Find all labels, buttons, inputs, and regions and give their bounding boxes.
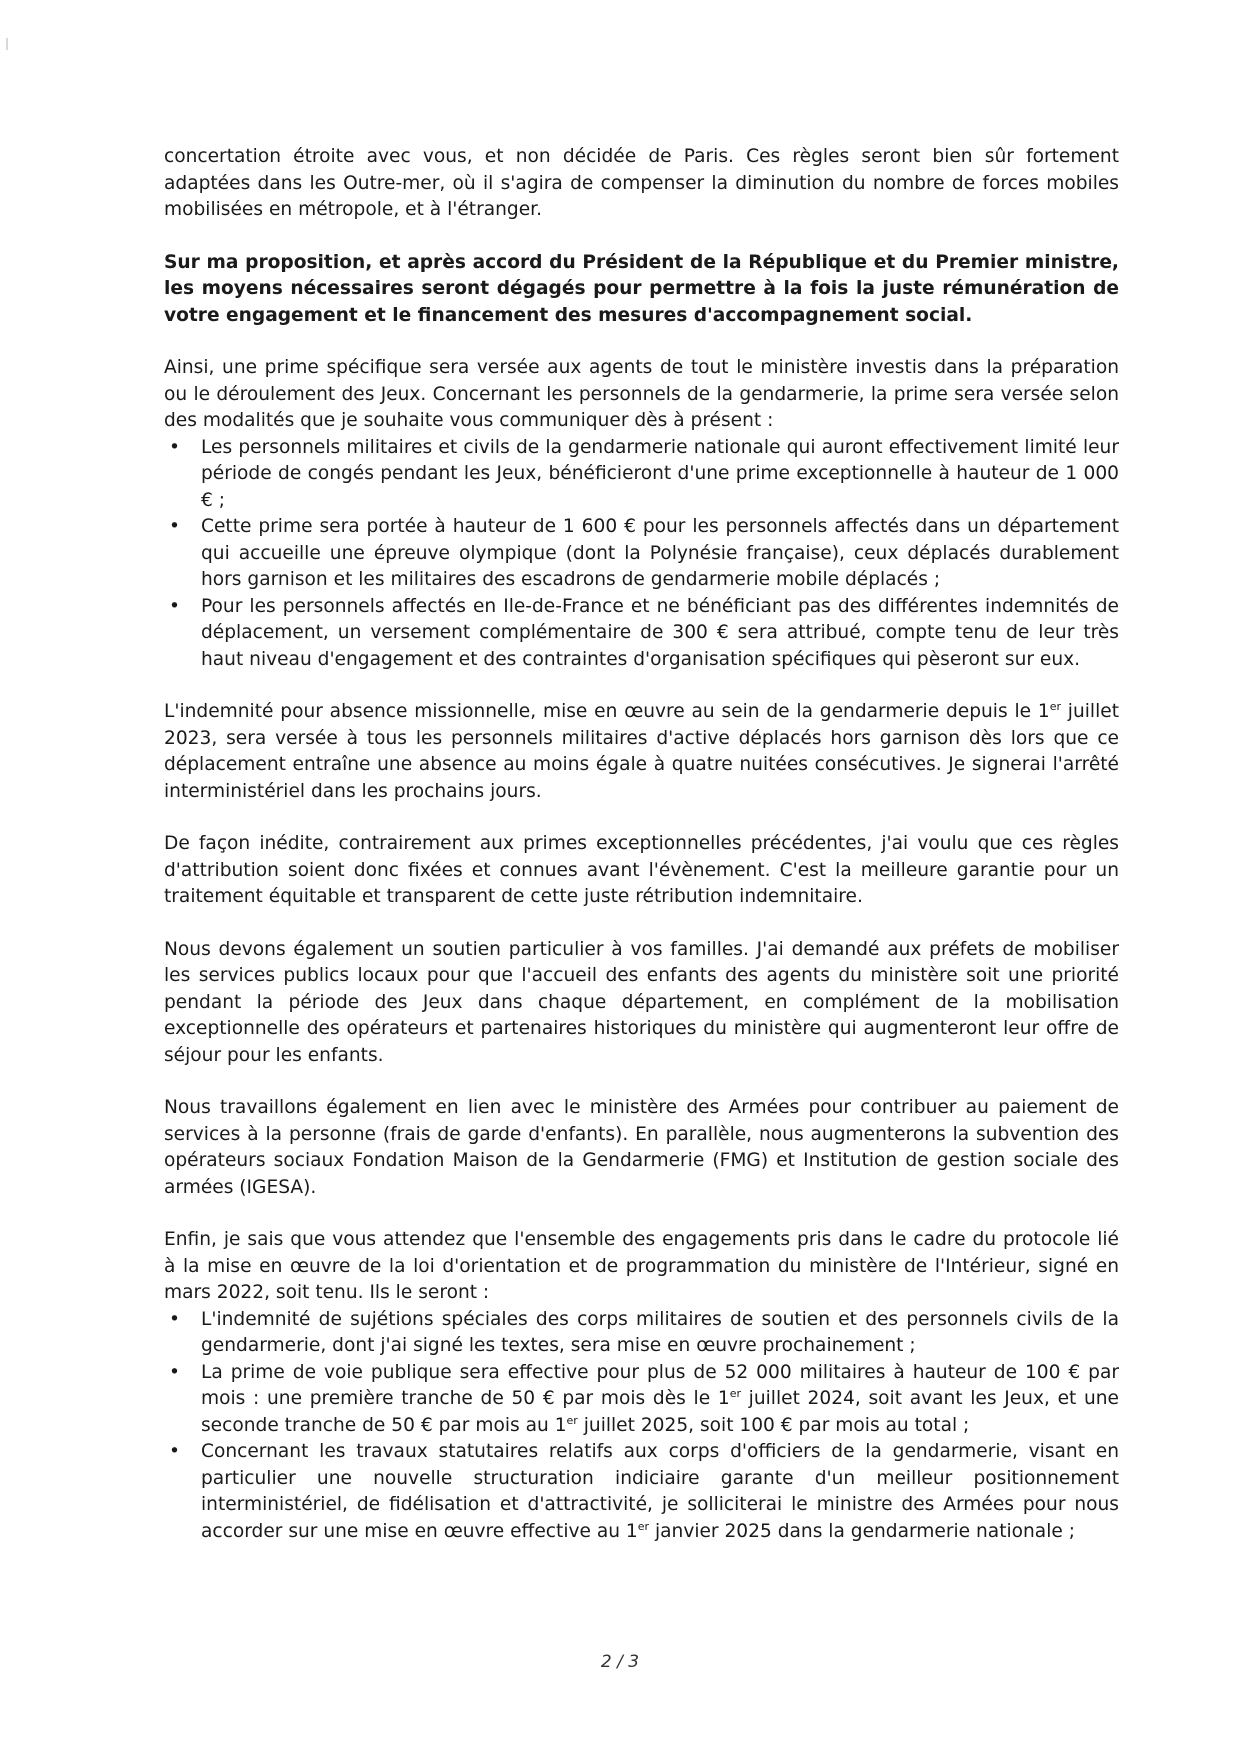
bullet-icon: • <box>169 595 180 617</box>
page-number: 2 / 3 <box>600 1652 640 1672</box>
superscript: er <box>1049 699 1061 713</box>
paragraph-soutien-familles: Nous devons également un soutien particulier à vos familles. J'ai demandé aux préfets de mobiliser les services publics locaux pour que l'accueil des enfants des agents du ministère soit une priorité pendant la période des Jeux dans chaque département, en complément de la mobilisation exceptionnelle des opérateurs et partenaires historiques du ministère qui augmenteront leur offre de séjour pour les enfants. <box>164 938 1119 1066</box>
superscript: er <box>729 1386 741 1400</box>
paragraph-concertation: concertation étroite avec vous, et non décidée de Paris. Ces règles seront bien sûr fortement adaptées dans les Outre-mer, où il s'agira de compenser la diminution du nombre de forces mobiles mobilisées en métropole, et à l'étranger. <box>164 146 1119 220</box>
bullet-icon: • <box>169 1361 180 1383</box>
list-item <box>164 594 1119 674</box>
text-segment: La prime de voie publique sera effective pour plus de 52 000 militaires à hauteur de 100 € par mois : une première tranche de 50 € par mois dès le 1 <box>201 1361 1119 1409</box>
paragraph-regles-attribution: De façon inédite, contrairement aux primes exceptionnelles précédentes, j'ai voulu que ces règles d'attribution soient donc fixées et connues avant l'évènement. C'est la meilleure garantie pour un traitement équitable et transparent de cette juste rétribution indemnitaire. <box>164 833 1119 907</box>
superscript: er <box>566 1413 578 1427</box>
list-item <box>164 1360 1119 1440</box>
text-segment: juillet 2023, sera versée à tous les personnels militaires d'active déplacés hors garnison dès lors que ce déplacement entraîne une absence au moins égale à quatre nuitées consécutives. Je signerai l'arrêté interministériel dans les prochains jours. <box>164 701 1119 802</box>
list-item <box>164 435 1119 515</box>
list-item-text: L'indemnité de sujétions spéciales des corps militaires de soutien et des personnels civils de la gendarmerie, dont j'ai signé les textes, sera mise en œuvre prochainement ; <box>201 1308 1119 1356</box>
paragraph-engagements-intro: Enfin, je sais que vous attendez que l'ensemble des engagements pris dans le cadre du protocole lié à la mise en œuvre de la loi d'orientation et de programmation du ministère de l'Intérieur, signé en mars 2022, soit tenu. Ils le seront : <box>164 1229 1119 1303</box>
paragraph-prime-intro: Ainsi, une prime spécifique sera versée aux agents de tout le ministère investis dans la préparation ou le déroulement des Jeux. Concernant les personnels de la gendarmerie, la prime sera versée selon des modalités que je souhaite vous communiquer dès à présent : <box>164 357 1119 431</box>
superscript: er <box>637 1519 650 1533</box>
list-item-text: Les personnels militaires et civils de la gendarmerie nationale qui auront effectivement limité leur période de congés pendant les Jeux, bénéficieront d'une prime exceptionnelle à hauteur de 1 000 € ; <box>201 436 1119 511</box>
list-item-text: Cette prime sera portée à hauteur de 1 600 € pour les personnels affectés dans un département qui accueille une épreuve olympique (dont la Polynésie française), ceux déplacés durablement hors garnison et les militaires des escadrons de gendarmerie mobile déplacés ; <box>201 516 1119 590</box>
list-item-text: Pour les personnels affectés en Ile-de-France et ne bénéficiant pas des différentes indemnités de déplacement, un versement complémentaire de 300 € sera attribué, compte tenu de leur très haut niveau d'engagement et des contraintes d'organisation spécifiques qui pèseront sur eux. <box>201 595 1119 670</box>
bullet-icon: • <box>169 516 180 537</box>
text-segment: juillet 2024, soit avant les Jeux, et une seconde tranche de 50 € par mois au 1 <box>201 1388 1119 1436</box>
text-segment: Concernant les travaux statutaires relatifs aux corps d'officiers de la gendarmerie, visant en particulier une nouvelle structuration indiciaire garante d'un meilleur positionnement interministériel, de fidélisation et d'attractivité, je solliciterai le ministre des Armées pour nous accorder sur une mise en œuvre effective au 1 <box>201 1441 1119 1542</box>
text-segment: L'indemnité pour absence missionnelle, mise en œuvre au sein de la gendarmerie depuis le 1 <box>164 701 1050 722</box>
document-body <box>164 144 1119 1571</box>
engagements-bullet-list <box>164 1307 1119 1546</box>
list-item <box>164 1439 1119 1545</box>
paragraph-indemnite-absence <box>164 699 1119 805</box>
bullet-icon: • <box>169 1308 180 1330</box>
text-segment: juillet 2025, soit 100 € par mois au total ; <box>577 1414 970 1436</box>
list-item <box>164 1307 1119 1360</box>
list-item-text <box>201 1441 1119 1542</box>
prime-bullet-list <box>164 435 1119 674</box>
text-segment: janvier 2025 dans la gendarmerie nationale ; <box>649 1520 1075 1542</box>
paragraph-proposition: Sur ma proposition, et après accord du Président de la République et du Premier ministre, les moyens nécessaires seront dégagés pour permettre à la fois la juste rémunération de votre engagement et le financement des mesures d'accompagnement social. <box>164 251 1119 326</box>
scan-margin-mark <box>6 38 8 50</box>
bullet-icon: • <box>169 436 180 458</box>
list-item-text <box>201 1362 1119 1436</box>
list-item <box>164 514 1119 594</box>
bullet-icon: • <box>169 1441 180 1462</box>
paragraph-ministere-armees: Nous travaillons également en lien avec le ministère des Armées pour contribuer au paiement de services à la personne (frais de garde d'enfants). En parallèle, nous augmenterons la subvention des opérateurs sociaux Fondation Maison de la Gendarmerie (FMG) et Institution de gestion sociale des armées (IGESA). <box>164 1097 1119 1198</box>
